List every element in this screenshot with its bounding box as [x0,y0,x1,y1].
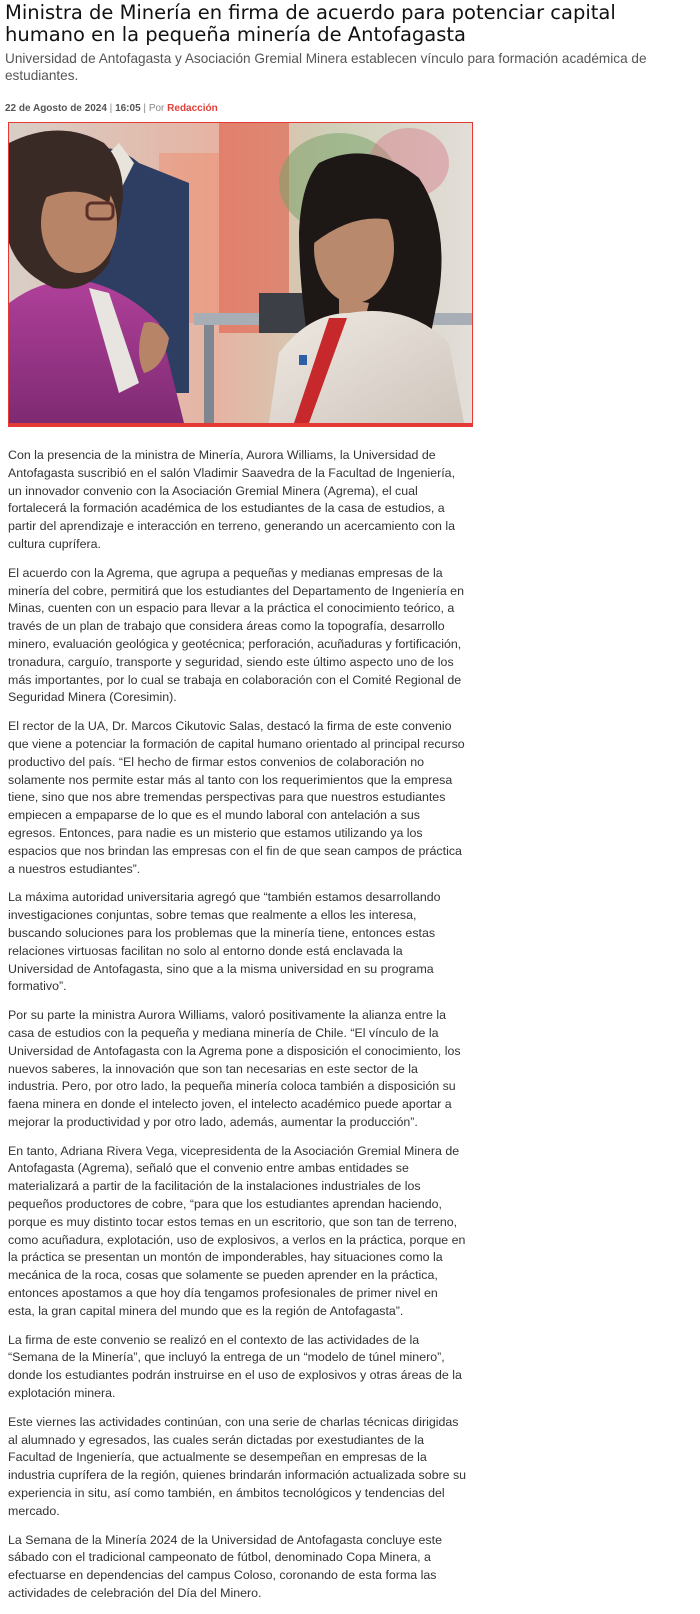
article-paragraph: La firma de este convenio se realizó en el contexto de las actividades de la “Semana de la Minería”, que incluyó la entrega de un “modelo de túnel minero”, donde los estudiantes podrán instruirse en el uso de explosivos y otras áreas de la explotación minera. [8,1332,462,1401]
article-paragraph: Este viernes las actividades continúan, con una serie de charlas técnicas dirigidas al alumnado y egresados, las cuales serán dictadas por exestudiantes de la Facultad de Ingeniería, que actualmente se desempeñan en empresas de la industria cuprífera de la región, quienes brindarán información actualizada sobre su experiencia in situ, así como también, en ámbitos tecnológicos y tendencias del mercado. [8,1414,467,1518]
article-subtitle: Universidad de Antofagasta y Asociación Gremial Minera establecen vínculo para formación académica de estudiantes. [5,51,647,83]
article-title: Ministra de Minería en firma de acuerdo para potenciar capital humano en la pequeña minería de Antofagasta [5,1,616,46]
article-paragraph: El rector de la UA, Dr. Marcos Cikutovic Salas, destacó la firma de este convenio que viene a potenciar la formación de capital humano orientado al principal recurso productivo del país. “El hecho de firmar estos convenios de colaboración no solamente nos permite estar más al tanto con los requerimientos que la empresa tiene, sino que nos abre tremendas perspectivas para que nuestros estudiantes empiecen a empaparse de lo que es el mundo laboral con antelación a sus egresos. Entonces, para nadie es un misterio que estamos utilizando ya los espacios que nos brindan las empresas con el fin de que sean campos de práctica a nuestros estudiantes”. [8,719,465,876]
article-paragraph: Con la presencia de la ministra de Minería, Aurora Williams, la Universidad de Antofagasta suscribió en el salón Vladimir Saavedra de la Facultad de Ingeniería, un innovador convenio con la Asociación Gremial Minera (Agrema), el cual fortalecerá la formación académica de los estudiantes de la casa de estudios, a partir del aprendizaje e interacción en terreno, generando un acercamiento con la cultura cuprífera. [8,448,456,551]
article-time: 16:05 [115,103,141,114]
article-paragraph: La Semana de la Minería 2024 de la Universidad de Antofagasta concluye este sábado con el tradicional campeonato de fútbol, denominado Copa Minera, a efectuarse en dependencias del campus Coloso, coronando de esta forma las actividades de celebración del Día del Minero. [8,1532,442,1601]
article-paragraph: En tanto, Adriana Rivera Vega, vicepresidenta de la Asociación Gremial Minera de Antofagasta (Agrema), señaló que el convenio entre ambas entidades se materializará a partir de la facilitación de la instalaciones industriales de los pequeños productores de cobre, “para que los estudiantes aprendan haciendo, porque es muy distinto tocar estos temas en un escritorio, que son tan de terreno, como acuñadura, explotación, uso de explosivos, a verlos en la práctica, porque en la práctica se presentan un montón de imponderables, hay situaciones como la mecánica de la roca, cosas que solamente se pueden aprender en la práctica, entonces apostamos a que hoy día tengamos profesionales de primer nivel en esta, la gran capital minera del mundo que es la región de Antofagasta”. [8,1143,466,1318]
article-paragraph: La máxima autoridad universitaria agregó que “también estamos desarrollando investigaciones conjuntas, sobre temas que realmente a ellos les interesa, buscando soluciones para los problemas que la minería tiene, entonces estas relaciones virtuosas facilitan no solo al entorno donde está enclavada la Universidad de Antofagasta, sino que a la misma universidad en su programa formativo”. [8,890,441,994]
article-body [8,447,468,1603]
article-photo [8,122,473,427]
meta-separator: | [143,103,147,114]
photo-illustration [9,123,472,423]
article-paragraph: Por su parte la ministra Aurora Williams, valoró positivamente la alianza entre la casa de estudios con la pequeña y mediana minería de Chile. “El vínculo de la Universidad de Antofagasta con la Agrema pone a disposición el conocimiento, los nuevos saberes, la innovación que son tan necesarias en este sector de la industria. Pero, por otro lado, la pequeña minería coloca también a disposición su faena minera en donde el intelecto joven, el intelecto académico puede aportar a mejorar la productividad y por otro lado, además, aumentar la producción”. [8,1008,461,1129]
article-paragraph: El acuerdo con la Agrema, que agrupa a pequeñas y medianas empresas de la minería del cobre, permitirá que los estudiantes del Departamento de Ingeniería en Minas, cuenten con un espacio para llevar a la práctica el conocimiento teórico, a través de un plan de trabajo que considera áreas como la topografía, desarrollo minero, evaluación geológica y geotécnica; perforación, acuñaduras y fortificación, tronadura, carguío, transporte y seguridad, siendo este último aspecto uno de los más importantes, por lo cual se trabaja en colaboración con el Comité Regional de Seguridad Minera (Coresimin). [8,565,464,705]
author-link[interactable]: Redacción [167,103,218,114]
by-label: Por [148,103,165,114]
article-meta [5,102,694,115]
article-date: 22 de Agosto de 2024 [5,103,107,114]
meta-separator: | [109,103,113,114]
